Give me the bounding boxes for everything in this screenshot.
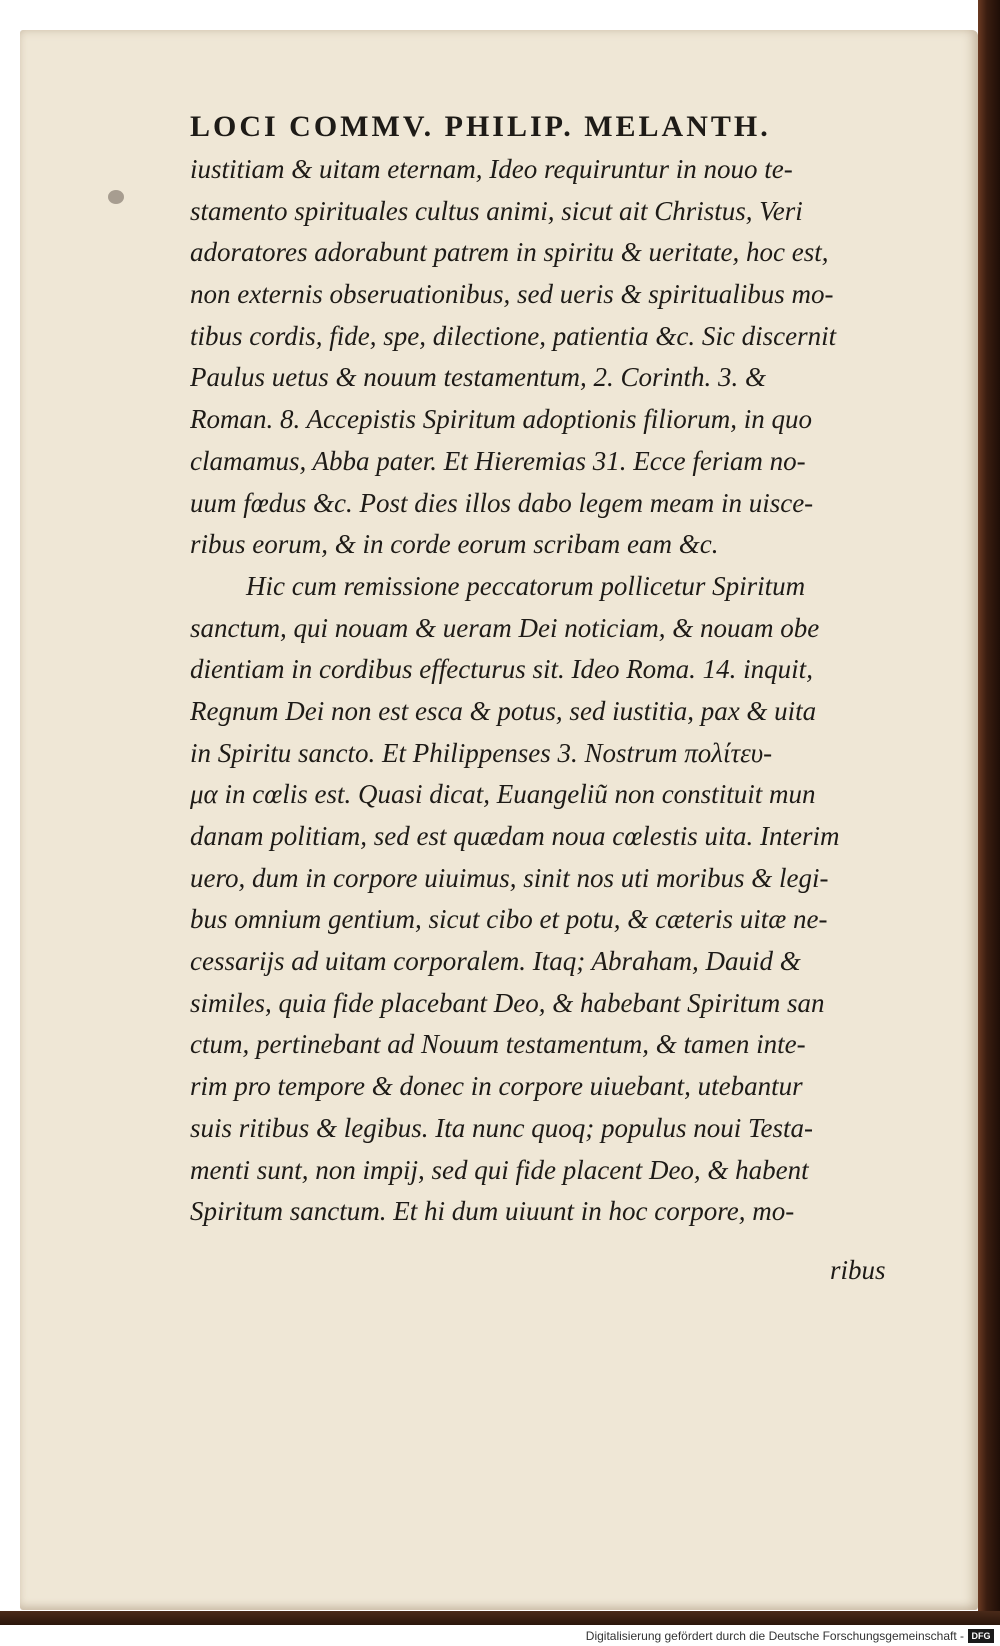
dfg-logo: DFG bbox=[968, 1629, 994, 1643]
text-line: Paulus uetus & nouum testamentum, 2. Corinth. 3. & bbox=[190, 362, 766, 393]
footer-bar bbox=[0, 1625, 1000, 1646]
text-line: Hic cum remissione peccatorum pollicetur Spiritum bbox=[246, 570, 806, 601]
body-text bbox=[190, 149, 935, 1233]
text-line: adoratores adorabunt patrem in spiritu & ueritate, hoc est, bbox=[190, 237, 829, 268]
text-line: non externis obseruationibus, sed ueris & spiritualibus mo- bbox=[190, 279, 834, 310]
text-line: μα in cœlis est. Quasi dicat, Euangeliũ non constituit mun bbox=[190, 779, 816, 810]
text-line: ctum, pertinebant ad Nouum testamentum, & tamen inte- bbox=[190, 1029, 806, 1060]
text-line: uum fœdus &c. Post dies illos dabo legem meam in uisce- bbox=[190, 487, 814, 518]
text-line: danam politiam, sed est quædam noua cœlestis uita. Interim bbox=[190, 821, 840, 851]
paper-stain bbox=[108, 190, 124, 204]
text-line: dientiam in cordibus effecturus sit. Ideo Roma. 14. inquit, bbox=[190, 654, 813, 685]
text-line: menti sunt, non impij, sed qui fide placent Deo, & habent bbox=[190, 1154, 809, 1185]
text-line: bus omnium gentium, sicut cibo et potu, & cæteris uitæ ne- bbox=[190, 904, 828, 935]
book-cover-edge bbox=[978, 0, 1000, 1625]
text-line: rim pro tempore & donec in corpore uiuebant, utebantur bbox=[190, 1071, 803, 1102]
catchword: ribus bbox=[830, 1255, 886, 1285]
text-line: stamento spirituales cultus animi, sicut ait Christus, Veri bbox=[190, 195, 803, 226]
text-line: in Spiritu sancto. Et Philippenses 3. Nostrum πολίτευ- bbox=[190, 737, 773, 768]
text-line: ribus eorum, & in corde eorum scribam eam &c. bbox=[190, 529, 719, 560]
text-line: clamamus, Abba pater. Et Hieremias 31. Ecce feriam no- bbox=[190, 445, 806, 476]
text-line: suis ritibus & legibus. Ita nunc quoq; populus noui Testa- bbox=[190, 1112, 814, 1143]
text-line: cessarijs ad uitam corporalem. Itaq; Abraham, Dauid & bbox=[190, 946, 801, 977]
funding-notice: Digitalisierung gefördert durch die Deutsche Forschungsgemeinschaft - bbox=[585, 1629, 964, 1643]
book-cover-bottom bbox=[0, 1611, 1000, 1625]
page-text-block bbox=[190, 105, 935, 1233]
text-line: Regnum Dei non est esca & potus, sed iustitia, pax & uita bbox=[190, 695, 817, 726]
text-line: iustitiam & uitam eternam, Ideo requiruntur in nouo te- bbox=[190, 154, 793, 184]
running-header: LOCI COMMV. PHILIP. MELANTH. bbox=[190, 110, 771, 143]
text-line: sanctum, qui nouam & ueram Dei noticiam, & nouam obe bbox=[190, 612, 820, 643]
text-line: Roman. 8. Accepistis Spiritum adoptionis filiorum, in quo bbox=[190, 404, 813, 435]
text-line: uero, dum in corpore uiuimus, sinit nos uti moribus & legi- bbox=[190, 862, 829, 893]
text-line: tibus cordis, fide, spe, dilectione, patientia &c. Sic discernit bbox=[190, 320, 837, 351]
text-line: similes, quia fide placebant Deo, & habebant Spiritum san bbox=[190, 987, 825, 1018]
text-line: Spiritum sanctum. Et hi dum uiuunt in hoc corpore, mo- bbox=[190, 1196, 795, 1227]
